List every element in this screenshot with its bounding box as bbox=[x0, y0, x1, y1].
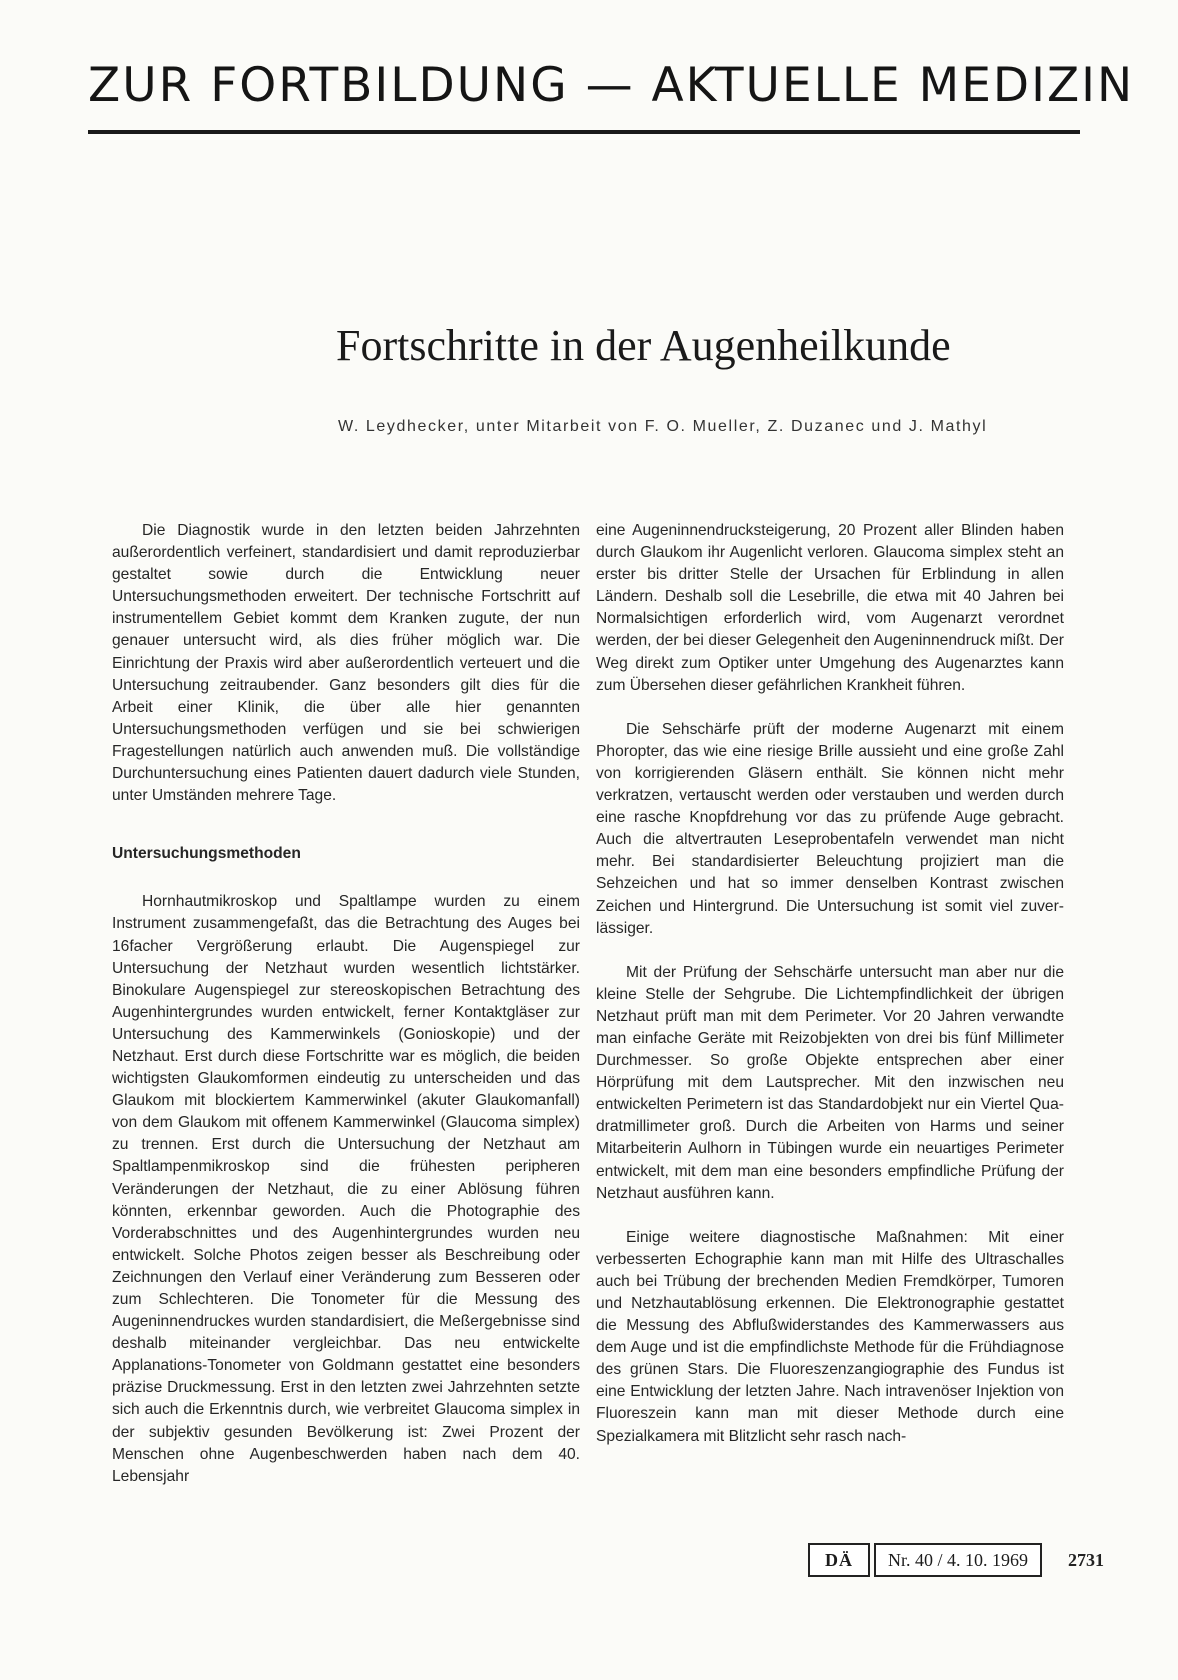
article-title: Fortschritte in der Augenheilkunde bbox=[336, 321, 951, 370]
issue-info: Nr. 40 / 4. 10. 1969 bbox=[874, 1543, 1042, 1577]
header-rule bbox=[88, 130, 1080, 134]
methods-paragraph: Hornhautmikroskop und Spaltlampe wurden zu einem Instrument zusammengefaßt, das die Betrachtung des Auges bei 16facher Vergrößerung erlaubt. Die Augenspiegel zur Untersuchung der Netzhaut wurden wesentlich lichtstärker. Binokulare Augenspiegel zur stereoskopischen Betrachtung des Augenhintergrundes wurden entwickelt, ferner Kontaktgläser zur Untersuchung des Kammerwinkels (Gonioskopie) und der Netzhaut. Erst durch diese Fortschritte war es möglich, die beiden wichtigsten Glaukomformen eindeutig zu unterscheiden und das Glaukom mit blockiertem Kammerwinkel (akuter Glaukomanfall) von dem Glaukom mit offenem Kammerwinkel (Glaucoma simplex) zu trennen. Erst durch die Untersuchung der Netzhaut am Spaltlampenmikroskop sind die frühesten peripheren Veränderungen der Netzhaut, die zu einer Ablösung führen könnten, erkennbar geworden. Auch die Photographie des Vorderabschnittes und des Augenhintergrundes wurden neu entwickelt. Solche Photos zeigen besser als Beschreibung oder Zeichnungen den Verlauf einer Veränderung zum Besseren oder zum Schlechteren. Die Tonometer für die Messung des Augeninnendruckes wurden standardisiert, die Meßergebnisse sind deshalb miteinander vergleichbar. Das neu entwickelte Applanations-Tonometer von Goldmann gestattet eine besonders präzise Druckmessung. Erst in den letzten zwei Jahrzehnten setzte sich auch die Erkenntnis durch, wie verbreitet Glaucoma simplex in der subjektiv gesunden Bevölkerung ist: Zwei Prozent der Menschen ohne Augenbeschwerden haben nach dem 40. Lebensjahr bbox=[112, 893, 580, 1485]
section-header: ZUR FORTBILDUNG — AKTUELLE MEDIZIN bbox=[88, 58, 1135, 113]
paragraph-diagnostics: Einige weitere diagnostische Maßnahmen: Mit einer verbesserten Echographie kann man mit Hilfe des Ultraschalles auch bei Trübung der brechenden Medien Fremdkörper, Tumoren und Netzhautablösung erkennen. Die Elektronographie gestattet die Messung des Abflußwiderstandes des Kammerwassers aus dem Auge und ist die empfindlichste Methode für die Frühdiagnose des grünen Stars. Die Fluoreszenzangiographie des Fundus ist eine Entwicklung der letzten Jahre. Nach intravenöser Injektion von Fluoreszein kann man mit dieser Methode durch eine Spezialkamera mit Blitzlicht sehr rasch nach- bbox=[596, 1228, 1064, 1445]
article-authors: W. Leydhecker, unter Mitarbeit von F. O. Mueller, Z. Duzanec und J. Mathyl bbox=[338, 418, 988, 435]
paragraph-continued: eine Augeninnendrucksteigerung, 20 Prozent aller Blinden haben durch Glaukom ihr Augenlicht verloren. Glaucoma simplex steht an erster bis dritter Stelle der Ursachen für Erblindung in allen Ländern. Deshalb soll die Lesebrille, die etwa mit 40 Jahren bei Normalsichtigen erforderlich wird, vom Augenarzt verordnet werden, der bei dieser Gelegenheit den Augeninnendruck mißt. Der Weg direkt zum Optiker unter Umgehung des Augenarztes kann zum Übersehen dieser gefährlichen Krankheit führen. bbox=[596, 522, 1064, 694]
page-number: 2731 bbox=[1068, 1549, 1104, 1570]
journal-logo: DÄ bbox=[808, 1543, 870, 1577]
section-subheading: Untersuchungsmethoden bbox=[112, 845, 301, 863]
page-footer bbox=[808, 1543, 1104, 1577]
right-column bbox=[596, 520, 1064, 1448]
paragraph-sehschaerfe: Die Sehschärfe prüft der moderne Augenarzt mit einem Phoropter, das wie eine riesige Brille aussieht und eine große Zahl von korrigierenden Gläsern enthält. Sie können nicht mehr verkratzen, vertauscht werden oder verstauben und werden durch eine rasche Knopfdrehung vor das zu prüfende Auge gebracht. Auch die altvertrauten Leseprobentafeln verwendet man nicht mehr. Bei standardisierter Beleuchtung projiziert man die Sehzeichen und hat so immer denselben Kontrast zwischen Zeichen und Hintergrund. Die Untersuchung ist somit viel zuverlässiger. bbox=[596, 720, 1064, 937]
paragraph-perimeter: Mit der Prüfung der Sehschärfe untersucht man aber nur die kleine Stelle der Sehgrube. Die Lichtempfindlichkeit der übrigen Netzhaut prüft man mit dem Perimeter. Vor 20 Jahren verwandte man einfache Geräte mit Reizobjekten von drei bis fünf Millimeter Durchmesser. So große Objekte entsprechen aber einer Hörprüfung mit dem Lautsprecher. Mit den inzwischen neu entwickelten Perimetern ist das Standardobjekt nur ein Viertel Quadratmillimeter groß. Durch die Arbeiten von Harms und seiner Mitarbeiterin Aulhorn in Tübingen wurde ein neuartiges Perimeter entwickelt, mit dem man eine besonders empfindliche Prüfung der Netzhaut ausführen kann. bbox=[596, 963, 1064, 1202]
intro-paragraph: Die Diagnostik wurde in den letzten beiden Jahrzehnten außerordentlich verfeinert, standardisiert und damit reproduzierbar gestaltet sowie durch die Entwicklung neuer Untersuchungsmethoden erweitert. Der technische Fortschritt auf instrumentellem Gebiet kommt dem Kranken zugute, der nun genauer untersucht wird, als dies früher möglich war. Die Einrichtung der Praxis wird aber außerordentlich verteuert und die Untersuchung zeitraubender. Ganz besonders gilt dies für die Arbeit einer Klinik, die über alle hier genannten Untersuchungsmethoden verfügen und sie bei schwierigen Fragestellungen natürlich auch anwenden muß. Die vollständige Durchuntersuchung eines Patienten dauert dadurch viele Stunden, unter Umständen mehrere Tage. bbox=[112, 522, 580, 805]
left-column bbox=[112, 520, 580, 1488]
